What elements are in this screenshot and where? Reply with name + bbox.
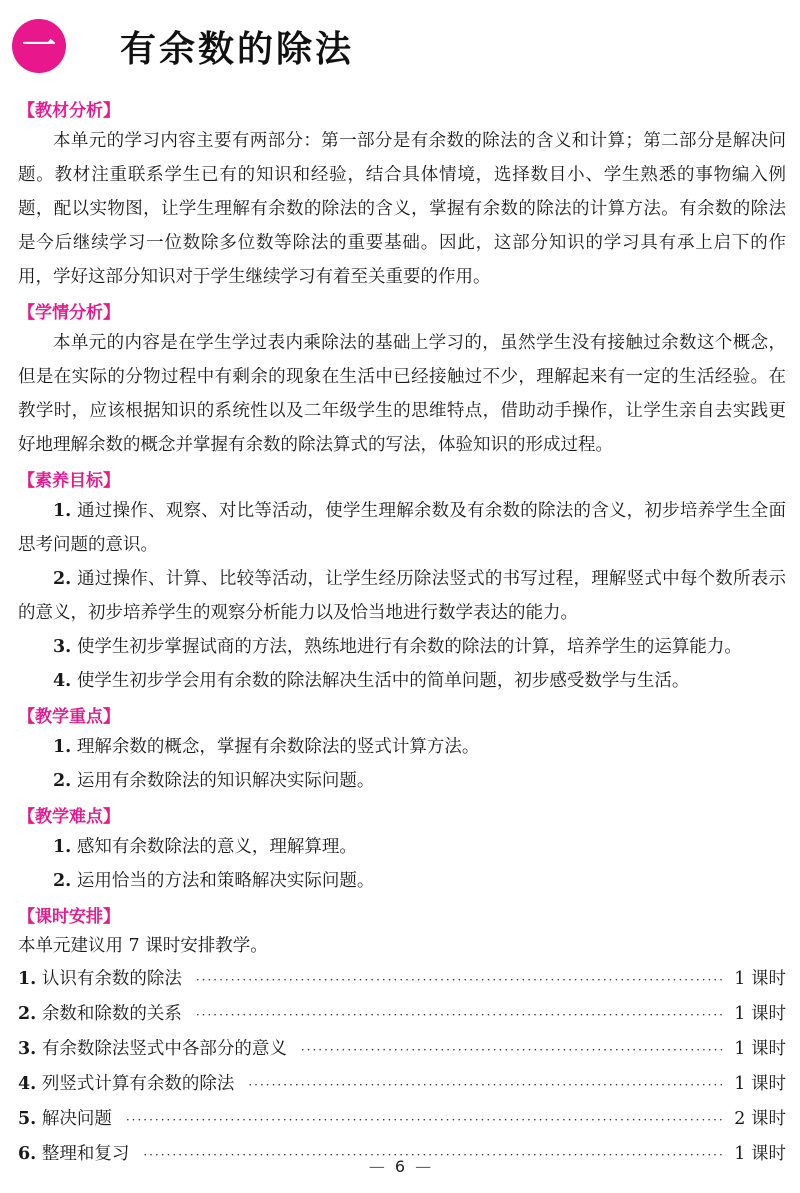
leader-dots bbox=[126, 1103, 726, 1137]
schedule-lesson: 认识有余数的除法 bbox=[41, 969, 182, 989]
students-paragraph: 本单元的内容是在学生学过表内乘除法的基础上学习的，虽然学生没有接触过余数这个概念，但是在实际的分物过程中有剩余的现象在生活中已经接触过不少，理解起来有一定的生活经验。在教学时，应该根据知识的系统性以及二年级学生的思维特点，借助动手操作，让学生亲自去实践更好地理解余数的概念并掌握有余数的除法算式的写法，体验知识的形成过程。 bbox=[18, 333, 786, 455]
schedule-label bbox=[18, 1102, 112, 1136]
schedule-number: 2. bbox=[18, 1004, 37, 1024]
section-heading-schedule: 【课时安排】 bbox=[18, 907, 120, 927]
goal-number: 4. bbox=[53, 671, 72, 691]
goal-number: 3. bbox=[53, 637, 72, 657]
section-heading-key-points: 【教学重点】 bbox=[18, 707, 120, 727]
leader-dots bbox=[196, 963, 726, 997]
difficulty-text: 感知有余数除法的意义，理解算理。 bbox=[76, 837, 357, 857]
key-point-number: 1. bbox=[53, 737, 72, 757]
unit-number-badge bbox=[12, 19, 66, 73]
schedule-label bbox=[18, 962, 182, 996]
document-body bbox=[18, 92, 786, 1172]
schedule-number: 3. bbox=[18, 1039, 37, 1059]
schedule-hours: 2 课时 bbox=[734, 1109, 786, 1129]
goal-item bbox=[18, 630, 786, 664]
section-heading-students: 【学情分析】 bbox=[18, 303, 120, 323]
schedule-number: 5. bbox=[18, 1109, 37, 1129]
leader-dots bbox=[248, 1068, 726, 1102]
key-point-item bbox=[18, 764, 786, 798]
schedule-hours: 1 课时 bbox=[734, 1039, 786, 1059]
schedule-row bbox=[18, 962, 786, 997]
schedule-label bbox=[18, 1032, 287, 1066]
schedule-lesson: 有余数除法竖式中各部分的意义 bbox=[41, 1039, 287, 1059]
schedule-row bbox=[18, 1102, 786, 1137]
difficulty-number: 1. bbox=[53, 837, 72, 857]
difficulty-item bbox=[18, 864, 786, 898]
schedule-label bbox=[18, 1067, 234, 1101]
section-heading-difficulties: 【教学难点】 bbox=[18, 807, 120, 827]
difficulty-number: 2. bbox=[53, 871, 72, 891]
unit-number: 一 bbox=[22, 26, 56, 66]
goal-text: 通过操作、观察、对比等活动，使学生理解余数及有余数的除法的含义，初步培养学生全面思考问题的意识。 bbox=[18, 501, 786, 555]
schedule-row bbox=[18, 1067, 786, 1102]
schedule-row bbox=[18, 1032, 786, 1067]
goal-text: 通过操作、计算、比较等活动，让学生经历除法竖式的书写过程，理解竖式中每个数所表示的意义，初步培养学生的观察分析能力以及恰当地进行数学表达的能力。 bbox=[18, 569, 786, 623]
difficulty-text: 运用恰当的方法和策略解决实际问题。 bbox=[76, 871, 375, 891]
key-point-item bbox=[18, 730, 786, 764]
schedule-hours: 1 课时 bbox=[734, 1004, 786, 1024]
textbook-paragraph: 本单元的学习内容主要有两部分：第一部分是有余数的除法的含义和计算；第二部分是解决问题。教材注重联系学生已有的知识和经验，结合具体情境，选择数目小、学生熟悉的事物编入例题，配以实物图，让学生理解有余数的除法的含义，掌握有余数的除法的计算方法。有余数的除法是今后继续学习一位数除多位数等除法的重要基础。因此，这部分知识的学习具有承上启下的作用，学好这部分知识对于学生继续学习有着至关重要的作用。 bbox=[18, 131, 786, 287]
schedule-lesson: 列竖式计算有余数的除法 bbox=[41, 1074, 235, 1094]
page-number: 6 bbox=[394, 1157, 406, 1176]
unit-header bbox=[12, 16, 354, 76]
schedule-number: 6. bbox=[18, 1144, 37, 1164]
footer-dash-right: — bbox=[415, 1157, 432, 1176]
page-footer bbox=[0, 1157, 800, 1176]
schedule-lesson: 解决问题 bbox=[41, 1109, 112, 1129]
goal-number: 1. bbox=[53, 501, 72, 521]
key-point-number: 2. bbox=[53, 771, 72, 791]
schedule-hours: 1 课时 bbox=[734, 1144, 786, 1164]
schedule-row bbox=[18, 997, 786, 1032]
schedule-hours: 1 课时 bbox=[734, 969, 786, 989]
key-point-text: 理解余数的概念，掌握有余数除法的竖式计算方法。 bbox=[76, 737, 480, 757]
section-heading-goals: 【素养目标】 bbox=[18, 471, 120, 491]
schedule-hours: 1 课时 bbox=[734, 1074, 786, 1094]
goal-number: 2. bbox=[53, 569, 72, 589]
difficulty-item bbox=[18, 830, 786, 864]
goal-text: 使学生初步学会用有余数的除法解决生活中的简单问题，初步感受数学与生活。 bbox=[76, 671, 690, 691]
goal-item bbox=[18, 562, 786, 630]
schedule-number: 1. bbox=[18, 969, 37, 989]
goal-item bbox=[18, 494, 786, 562]
schedule-number: 4. bbox=[18, 1074, 37, 1094]
leader-dots bbox=[301, 1033, 726, 1067]
leader-dots bbox=[196, 998, 726, 1032]
unit-title: 有余数的除法 bbox=[120, 28, 355, 70]
goal-text: 使学生初步掌握试商的方法，熟练地进行有余数的除法的计算，培养学生的运算能力。 bbox=[76, 637, 742, 657]
schedule-lesson: 整理和复习 bbox=[41, 1144, 130, 1164]
footer-dash-left: — bbox=[368, 1157, 385, 1176]
key-point-text: 运用有余数除法的知识解决实际问题。 bbox=[76, 771, 375, 791]
schedule-lesson: 余数和除数的关系 bbox=[41, 1004, 182, 1024]
section-heading-textbook: 【教材分析】 bbox=[18, 101, 120, 121]
goal-item bbox=[18, 664, 786, 698]
schedule-label bbox=[18, 997, 182, 1031]
schedule-intro: 本单元建议用 7 课时安排教学。 bbox=[18, 936, 268, 956]
